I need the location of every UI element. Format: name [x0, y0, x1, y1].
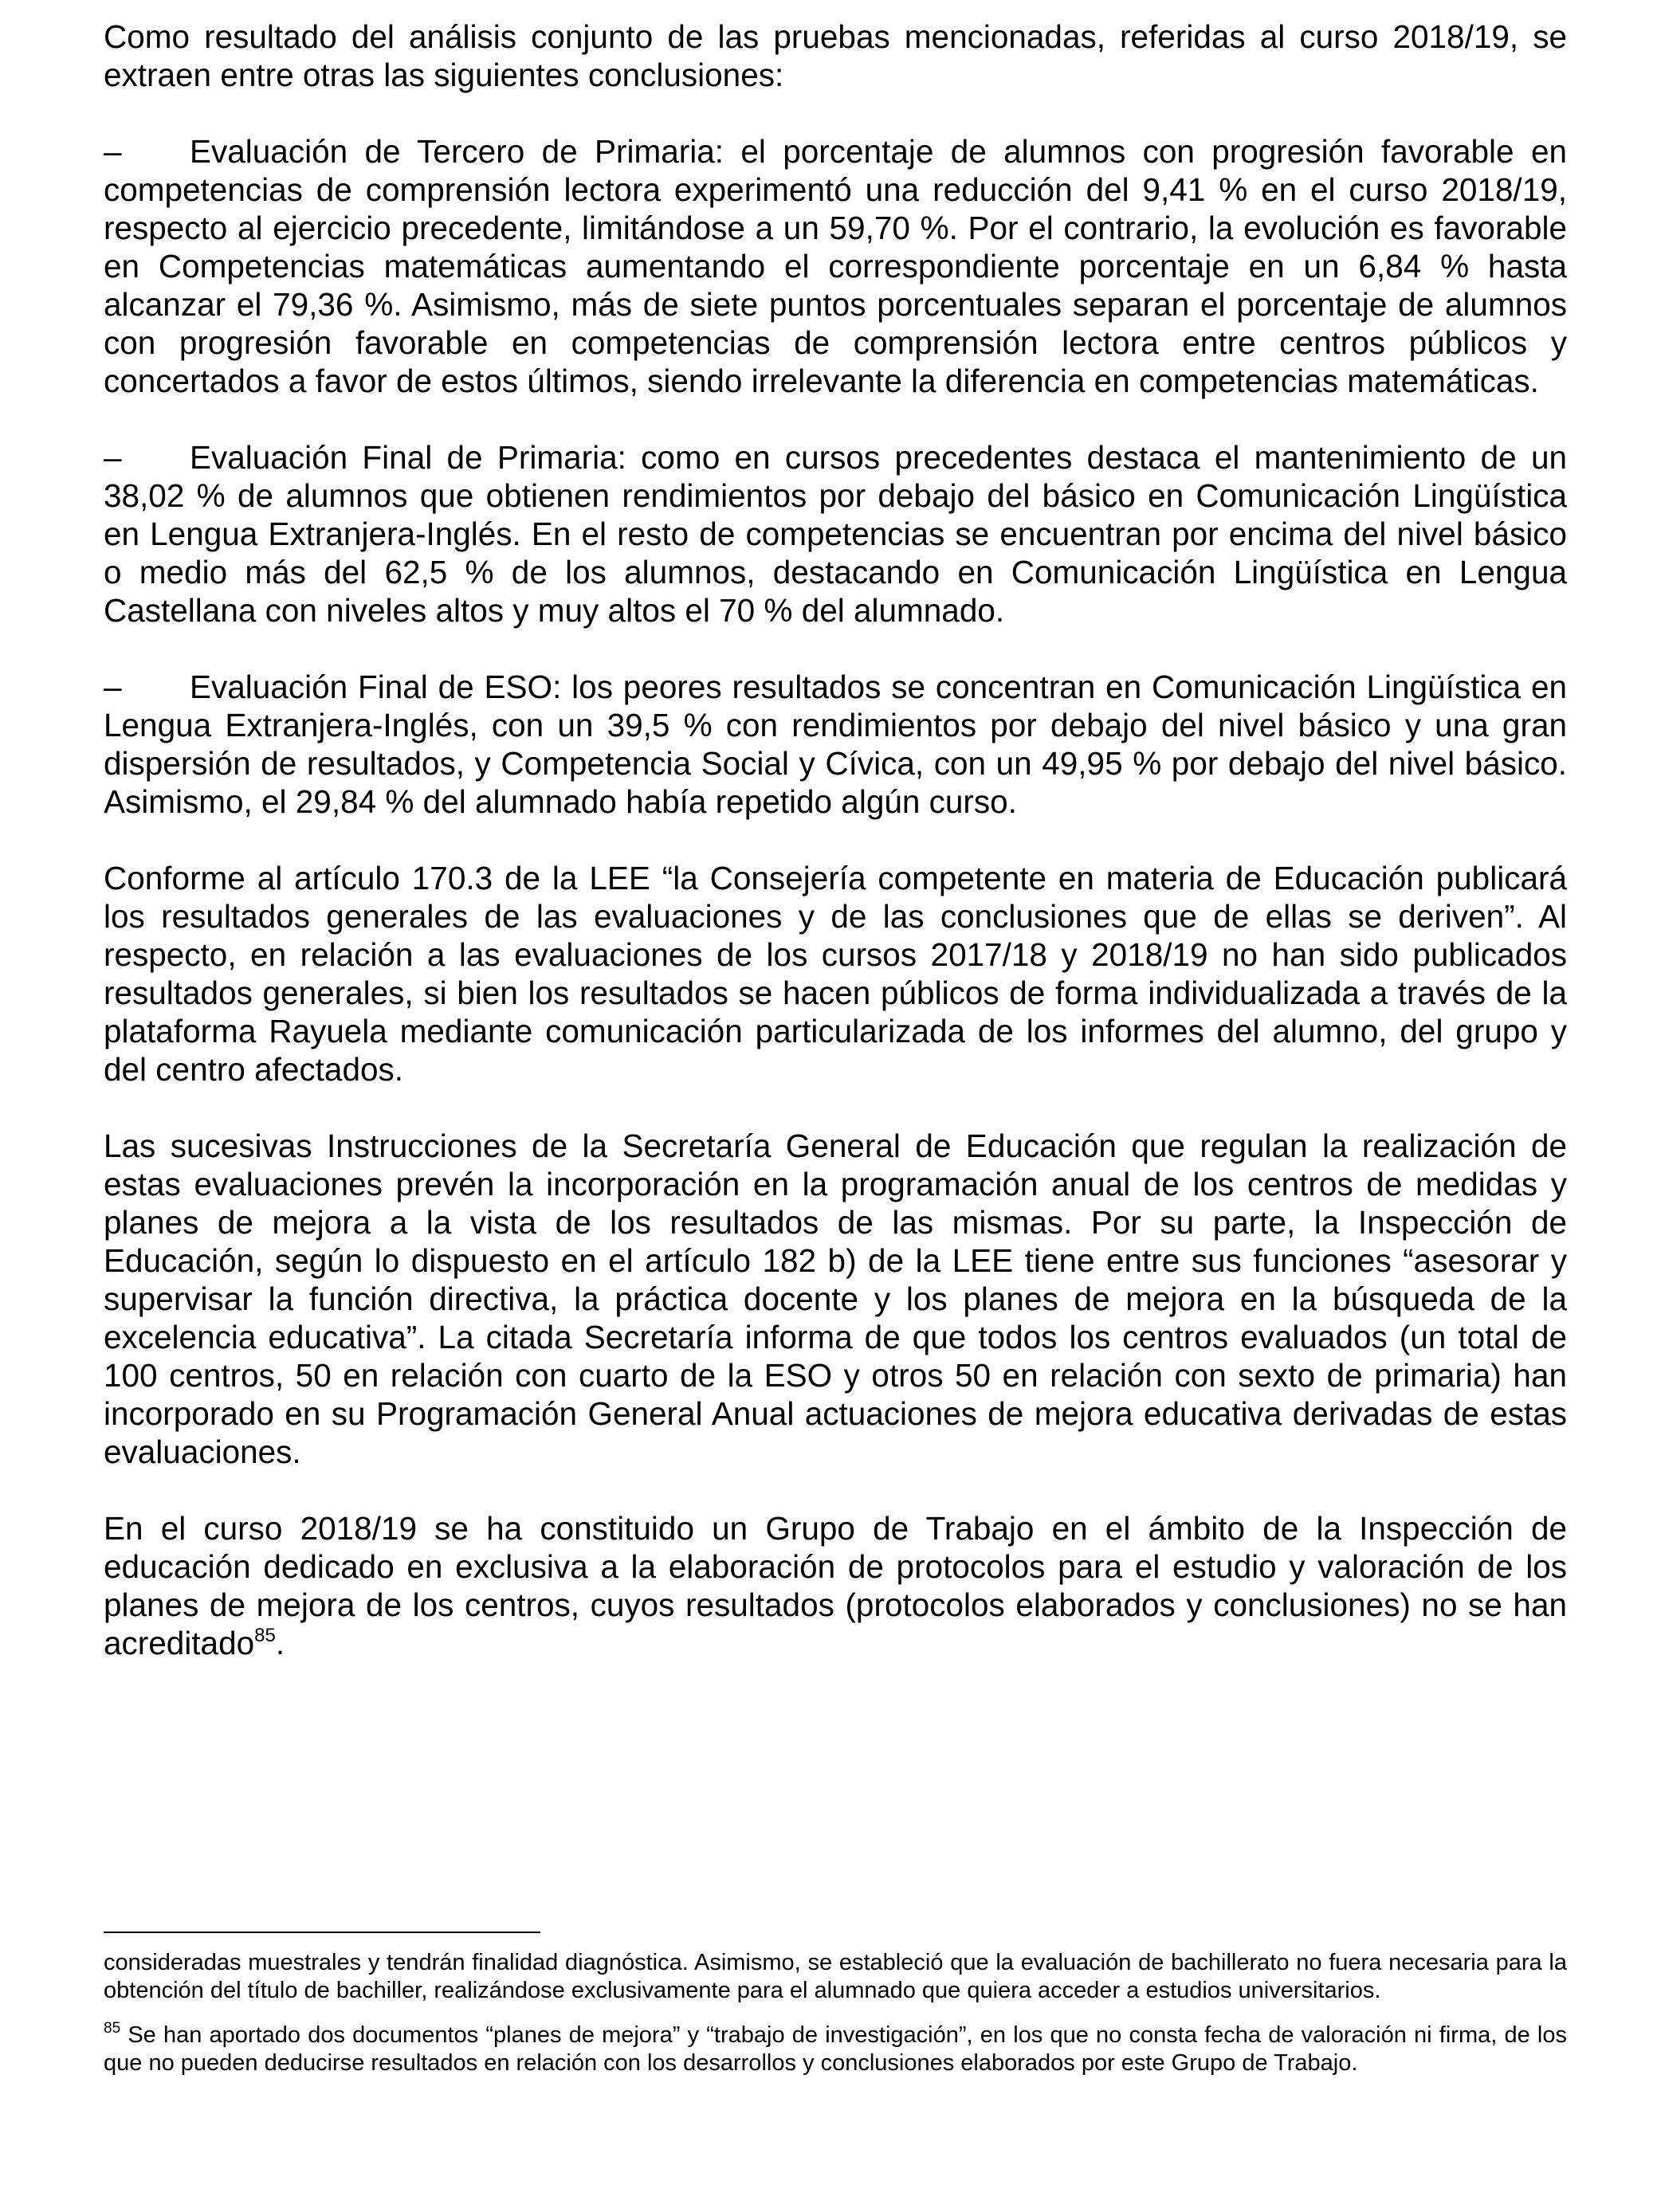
- bullet-text: Evaluación de Tercero de Primaria: el porcentaje de alumnos con progresión favorable en competencias de comprensión lectora experimentó una reducción del 9,41 % en el curso 2018/19, respecto al ejercicio precedente, limitándose a un 59,70 %. Por el contrario, la evolución es favorable en Competencias matemáticas aumentando el correspondiente porcentaje en un 6,84 % hasta alcanzar el 79,36 %. Asimismo, más de siete puntos porcentuales separan el porcentaje de alumnos con progresión favorable en competencias de comprensión lectora entre centros públicos y concertados a favor de estos últimos, siendo irrelevante la diferencia en competencias matemáticas.: [104, 133, 1567, 399]
- bullet-text: Evaluación Final de Primaria: como en cursos precedentes destaca el mantenimiento de un 38,02 % de alumnos que obtienen rendimientos por debajo del básico en Comunicación Lingüística en Lengua Extranjera-Inglés. En el resto de competencias se encuentran por encima del nivel básico o medio más del 62,5 % de los alumnos, destacando en Comunicación Lingüística en Lengua Castellana con niveles altos y muy altos el 70 % del alumnado.: [104, 439, 1567, 629]
- footnote-number: 85: [104, 2020, 121, 2037]
- bullet-final-primaria: [104, 438, 1567, 629]
- sucesivas-paragraph: Las sucesivas Instrucciones de la Secretaría General de Educación que regulan la realización de estas evaluaciones prevén la incorporación en la programación anual de los centros de medidas y planes de mejora a la vista de los resultados de las mismas. Por su parte, la Inspección de Educación, según lo dispuesto en el artículo 182 b) de la LEE tiene entre sus funciones “asesorar y supervisar la función directiva, la práctica docente y los planes de mejora en la búsqueda de la excelencia educativa”. La citada Secretaría informa de que todos los centros evaluados (un total de 100 centros, 50 en relación con cuarto de la ESO y otros 50 en relación con sexto de primaria) han incorporado en su Programación General Anual actuaciones de mejora educativa derivadas de estas evaluaciones.: [104, 1128, 1567, 1470]
- paragraph-end: .: [275, 1625, 285, 1661]
- dash-bullet-icon: –: [104, 133, 122, 170]
- footnote-reference[interactable]: 85: [254, 1625, 276, 1646]
- footnote-85: [104, 2022, 1567, 2077]
- grupo-trabajo-paragraph: [104, 1509, 1567, 1662]
- footnote-separator: [104, 1932, 540, 1933]
- dash-bullet-icon: –: [104, 669, 122, 705]
- footnote-continuation: consideradas muestrales y tendrán finalidad diagnóstica. Asimismo, se estableció que la evaluación de bachillerato no fuera necesaria para la obtención del título de bachiller, realizándose exclusivamente para el alumnado que quiera acceder a estudios universitarios.: [104, 1950, 1567, 2003]
- document-body: [104, 18, 1567, 1700]
- conforme-paragraph: Conforme al artículo 170.3 de la LEE “la Consejería competente en materia de Educación publicará los resultados generales de las evaluaciones y de las conclusiones que de ellas se deriven”. Al respecto, en relación a las evaluaciones de los cursos 2017/18 y 2018/19 no han sido publicados resultados generales, si bien los resultados se hacen públicos de forma individualizada a través de la plataforma Rayuela mediante comunicación particularizada de los informes del alumno, del grupo y del centro afectados.: [104, 860, 1567, 1088]
- footnote-text: Se han aportado dos documentos “planes de mejora” y “trabajo de investigación”, en los que no consta fecha de valoración ni firma, de los que no pueden deducirse resultados en relación con los desarrollos y conclusiones elaborados por este Grupo de Trabajo.: [104, 2022, 1567, 2076]
- footnotes-section: [104, 1932, 1567, 2094]
- bullet-text: Evaluación Final de ESO: los peores resultados se concentran en Comunicación Lingüística en Lengua Extranjera-Inglés, con un 39,5 % con rendimientos por debajo del nivel básico y una gran dispersión de resultados, y Competencia Social y Cívica, con un 49,95 % por debajo del nivel básico. Asimismo, el 29,84 % del alumnado había repetido algún curso.: [104, 669, 1567, 820]
- bullet-tercero-primaria: [104, 132, 1567, 400]
- dash-bullet-icon: –: [104, 439, 122, 476]
- intro-paragraph: Como resultado del análisis conjunto de las pruebas mencionadas, referidas al curso 2018/19, se extraen entre otras las siguientes conclusiones:: [104, 18, 1567, 93]
- paragraph-text: En el curso 2018/19 se ha constituido un Grupo de Trabajo en el ámbito de la Inspección de educación dedicado en exclusiva a la elaboración de protocolos para el estudio y valoración de los planes de mejora de los centros, cuyos resultados (protocolos elaborados y conclusiones) no se han acreditado: [104, 1510, 1567, 1661]
- bullet-final-eso: [104, 668, 1567, 821]
